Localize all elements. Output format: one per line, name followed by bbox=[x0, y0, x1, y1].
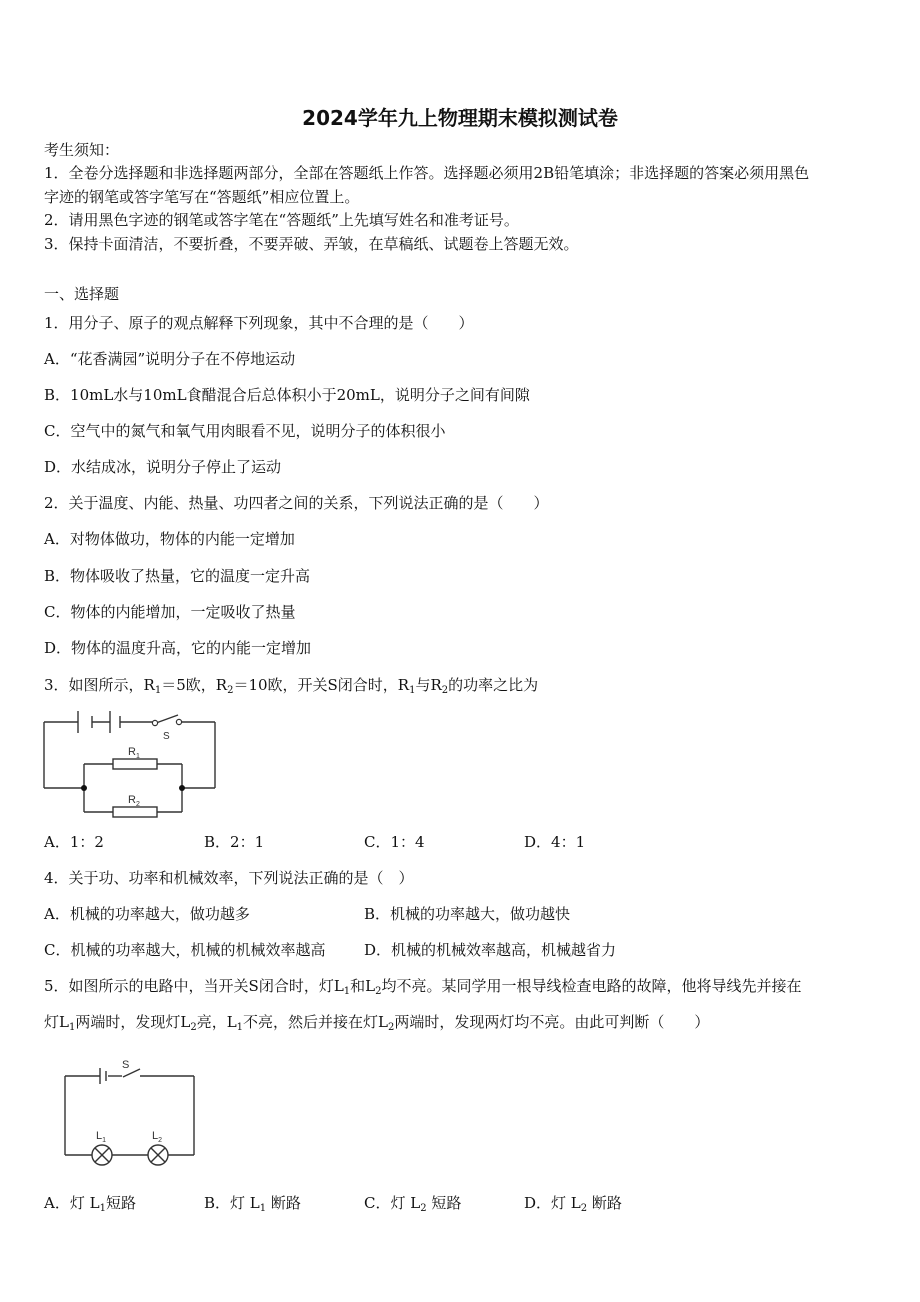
resistor-r2 bbox=[113, 807, 157, 817]
notice-item: 3．保持卡面清洁，不要折叠，不要弄破、弄皱，在草稿纸、试题卷上答题无效。 bbox=[44, 235, 579, 253]
q5-circuit-diagram bbox=[60, 1056, 200, 1166]
notice-item: 字迹的钢笔或答字笔写在“答题纸”相应位置上。 bbox=[44, 188, 360, 206]
q4-option-a: A．机械的功率越大，做功越多 bbox=[44, 905, 250, 923]
q1-stem: 1．用分子、原子的观点解释下列现象，其中不合理的是（ ） bbox=[44, 314, 474, 332]
q5-option-a: A．灯 $L_1$短路 bbox=[44, 1194, 136, 1214]
notice-item: 1．全卷分选择题和非选择题两部分，全部在答题纸上作答。选择题必须用2B铅笔填涂；非选择题的答案必须用黑色 bbox=[44, 164, 810, 182]
q2-stem: 2．关于温度、内能、热量、功四者之间的关系，下列说法正确的是（ ） bbox=[44, 494, 549, 512]
q2-option-d: D．物体的温度升高，它的内能一定增加 bbox=[44, 639, 312, 657]
q1-option-c: C．空气中的氮气和氧气用肉眼看不见，说明分子的体积很小 bbox=[44, 422, 446, 440]
q3-option-a: A．1：2 bbox=[44, 833, 104, 851]
notice-heading: 考生须知： bbox=[44, 141, 120, 159]
q5-option-b: B．灯 $L_1$ 断路 bbox=[204, 1194, 301, 1214]
q5-option-c: C．灯 $L_2$ 短路 bbox=[364, 1194, 462, 1214]
q3-option-b: B．2：1 bbox=[204, 833, 265, 851]
junction-dot bbox=[81, 785, 87, 791]
switch-lever bbox=[156, 715, 178, 723]
q2-option-a: A．对物体做功，物体的内能一定增加 bbox=[44, 530, 295, 548]
q4-option-c: C．机械的功率越大，机械的机械效率越高 bbox=[44, 941, 326, 959]
q3-stem: 3．如图所示，$R_1=5$欧，$R_2=10$欧，开关S闭合时，$R_1$与$R_2$的功率之比为 bbox=[44, 676, 539, 696]
q2-option-c: C．物体的内能增加，一定吸收了热量 bbox=[44, 603, 296, 621]
r2-label: $R_2$ bbox=[128, 794, 140, 808]
q1-option-b: B．10mL水与10mL食醋混合后总体积小于20mL，说明分子之间有间隙 bbox=[44, 386, 530, 404]
r1-label: $R_1$ bbox=[128, 746, 140, 760]
resistor-r1 bbox=[113, 759, 157, 769]
switch-label: S bbox=[122, 1059, 130, 1071]
l2-label: $L_2$ bbox=[152, 1130, 163, 1144]
q1-option-a: A．“花香满园”说明分子在不停地运动 bbox=[44, 350, 296, 368]
q3-option-d: D．4：1 bbox=[524, 833, 586, 851]
notice-item: 2．请用黑色字迹的钢笔或答字笔在“答题纸”上先填写姓名和准考证号。 bbox=[44, 211, 519, 229]
q3-option-c: C．1：4 bbox=[364, 833, 425, 851]
section-heading: 一、选择题 bbox=[44, 285, 120, 303]
q4-stem: 4．关于功、功率和机械效率，下列说法正确的是（ ） bbox=[44, 869, 414, 887]
q3-circuit-diagram bbox=[42, 708, 218, 818]
q4-option-b: B．机械的功率越大，做功越快 bbox=[364, 905, 571, 923]
q4-option-d: D．机械的机械效率越高，机械越省力 bbox=[364, 941, 617, 959]
l1-label: $L_1$ bbox=[96, 1130, 107, 1144]
q5-option-d: D．灯 $L_2$ 断路 bbox=[524, 1194, 622, 1214]
q5-stem-line2: 灯$L_1$两端时，发现灯$L_2$亮，$L_1$不亮，然后并接在灯$L_2$两端时，发现两灯均不亮。由此可判断（ ） bbox=[44, 1013, 710, 1033]
junction-dot bbox=[179, 785, 185, 791]
q2-option-b: B．物体吸收了热量，它的温度一定升高 bbox=[44, 567, 311, 585]
page-title: 2024学年九上物理期末模拟测试卷 bbox=[302, 106, 618, 130]
q5-stem-line1: 5．如图所示的电路中，当开关S闭合时，灯$L_1$和$L_2$均不亮。某同学用一根导线检查电路的故障，他将导线先并接在 bbox=[44, 977, 802, 997]
q1-option-d: D．水结成冰，说明分子停止了运动 bbox=[44, 458, 282, 476]
switch-label: S bbox=[163, 731, 170, 742]
